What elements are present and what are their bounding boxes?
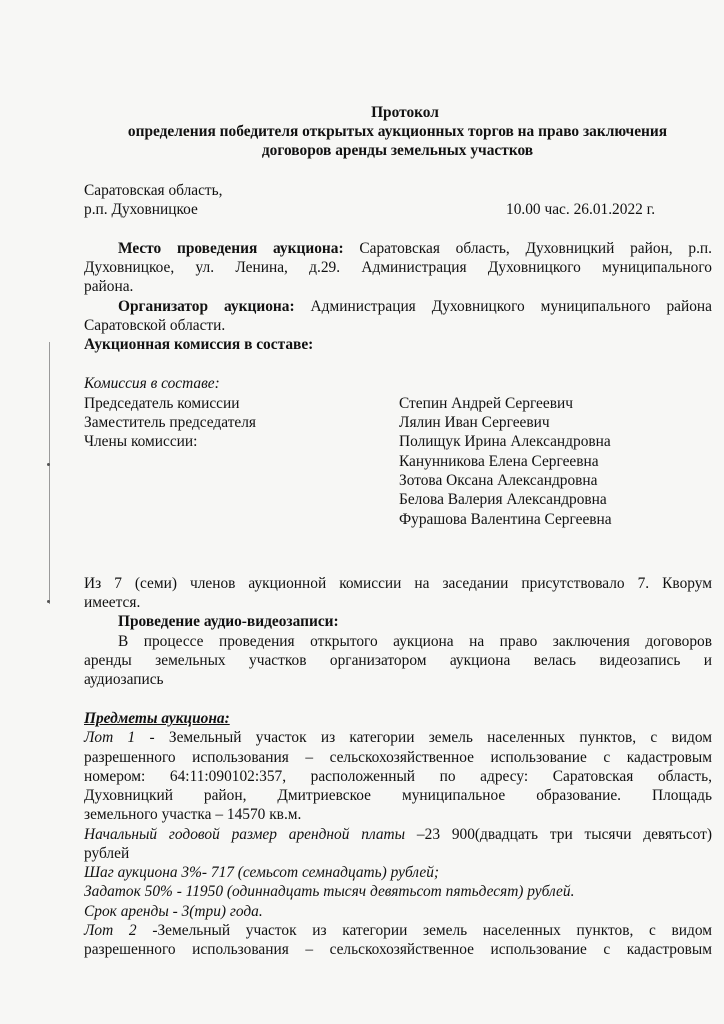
place-town: р.п. Духовницкое (84, 201, 198, 218)
recording-line-2: аренды земельных участков организатором аукциона велась видеозапись и (84, 652, 712, 669)
organizer-line-1 (84, 297, 712, 316)
role-members: Члены комиссии: (84, 433, 198, 450)
member-name: Зотова Оксана Александровна (399, 472, 598, 489)
lot2-text: -Земельный участок из категории земель населенных пунктов, с видом (136, 922, 713, 939)
lot1-step: Шаг аукциона 3%- 717 (семьсот семнадцать) рублей; (84, 864, 440, 881)
venue-label: Место проведения аукциона: (118, 240, 344, 257)
lot1-line-2: разрешенного использования – сельскохозяйственное использование с кадастровым (84, 749, 712, 766)
lot1-text: - Земельный участок из категории земель населенных пунктов, с видом (135, 729, 712, 746)
lot1-term: Срок аренды - 3(три) года. (84, 903, 263, 920)
member-name: Фурашова Валентина Сергеевна (399, 511, 612, 528)
role-deputy: Заместитель председателя (84, 414, 257, 431)
member-name: Белова Валерия Александровна (399, 491, 607, 508)
member-name: Канунникова Елена Сергеевна (399, 453, 599, 470)
commission-heading: Аукционная комиссия в составе: (84, 336, 314, 353)
venue-text: Саратовская область, Духовницкий район, р.п. (343, 240, 713, 257)
recording-line-1: В процессе проведения открытого аукциона на право заключения договоров (118, 633, 712, 650)
venue-line-2: Духовницкое, ул. Ленина, д.29. Администрация Духовницкого муниципального (84, 259, 712, 276)
lot1-rent (84, 825, 712, 844)
lot1-rent-label: Начальный годовой размер арендной платы (84, 826, 406, 843)
page-subtitle-2: договоров аренды земельных участков (261, 142, 534, 159)
lot1-rent-value: –23 900(двадцать три тысячи девятьсот) (405, 826, 712, 843)
lot1-line-4: Духовницкий район, Дмитриевское муниципальное образование. Площадь (84, 787, 712, 804)
member-name: Полищук Ирина Александровна (399, 433, 611, 450)
commission-subheading: Комиссия в составе: (84, 375, 220, 392)
lot1-label: Лот 1 (84, 729, 136, 746)
page-title: Протокол (371, 104, 439, 121)
venue-line-3: района. (84, 278, 134, 295)
recording-line-3: аудиозапись (84, 671, 164, 688)
lot2-label: Лот 2 (84, 922, 137, 939)
margin-dot (47, 463, 50, 466)
lot2-line-1 (84, 921, 712, 940)
role-chairman: Председатель комиссии (84, 395, 240, 412)
recording-heading: Проведение аудио-видеозаписи: (118, 613, 339, 630)
organizer-label: Организатор аукциона: (118, 298, 295, 315)
quorum-line-2: имеется. (84, 594, 141, 611)
lot1-rent-line-2: рублей (84, 845, 130, 862)
lot2-line-2: разрешенного использования – сельскохозяйственное использование с кадастровым (84, 941, 712, 958)
page-subtitle-1: определения победителя открытых аукционных торгов на право заключения (127, 123, 668, 140)
margin-binding-mark (49, 342, 50, 604)
lot1-line-1 (84, 728, 712, 747)
member-name: Лялин Иван Сергеевич (399, 414, 550, 431)
organizer-text: Администрация Духовницкого муниципального района (294, 298, 712, 315)
organizer-line-2: Саратовской области. (84, 317, 226, 334)
document-datetime: 10.00 час. 26.01.2022 г. (506, 201, 656, 218)
venue-line-1 (84, 239, 712, 258)
quorum-line-1: Из 7 (семи) членов аукционной комиссии на заседании присутствовало 7. Кворум (84, 575, 712, 592)
margin-dot (47, 600, 50, 603)
lot1-line-3: номером: 64:11:090102:357, расположенный по адресу: Саратовская область, (84, 768, 712, 785)
lot1-line-5: земельного участка – 14570 кв.м. (84, 806, 302, 823)
subjects-heading: Предметы аукциона: (84, 710, 230, 727)
member-name: Степин Андрей Сергеевич (399, 395, 573, 412)
lot1-deposit: Задаток 50% - 11950 (одиннадцать тысяч девятьсот пятьдесят) рублей. (84, 883, 575, 900)
place-region: Саратовская область, (84, 182, 223, 199)
